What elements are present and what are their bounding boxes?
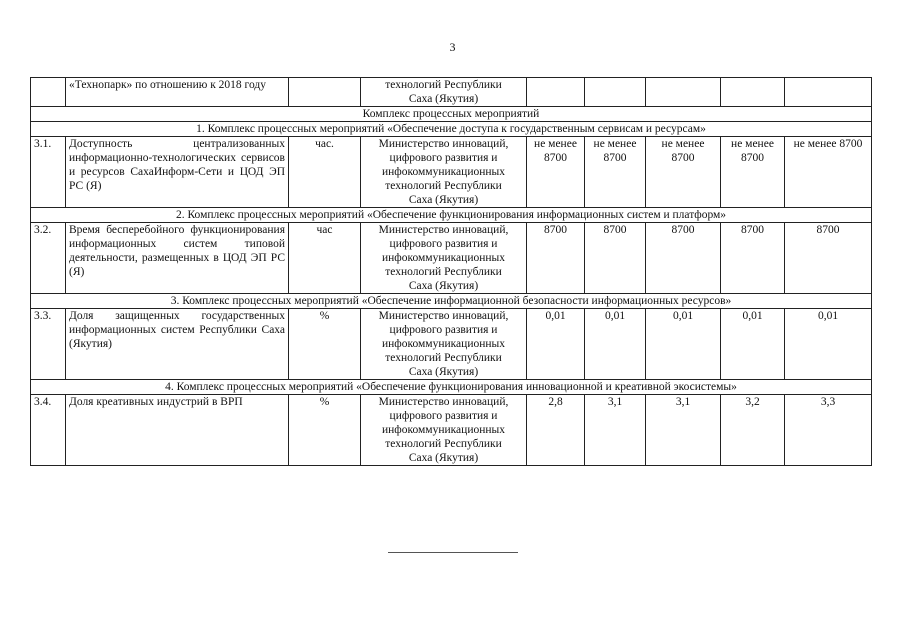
value-cell: 3,1	[646, 395, 721, 466]
value-cell: 3,3	[785, 395, 872, 466]
unit-cell	[289, 78, 361, 107]
responsible-line: Саха (Якутия)	[408, 366, 479, 378]
indicator-cell: Доступность централизованных информационно-технологических сервисов и ресурсов СахаИнформ-Сети и ЦОД ЭП РС (Я)	[66, 137, 289, 208]
value-cell: не менее 8700	[721, 137, 785, 208]
row-number-cell: 3.3.	[31, 309, 66, 380]
value-cell: не менее 8700	[585, 137, 646, 208]
group-title-row	[31, 122, 872, 137]
responsible-cell	[361, 78, 527, 107]
indicator-cell: Доля креативных индустрий в ВРП	[66, 395, 289, 466]
group-title: 4. Комплекс процессных мероприятий «Обеспечение функционирования инновационной и креативной экосистемы»	[31, 380, 872, 395]
responsible-line: технологий Республики	[385, 438, 502, 450]
unit-cell: час	[289, 223, 361, 294]
responsible-cell	[361, 223, 527, 294]
value-cell: 8700	[785, 223, 872, 294]
responsible-line: технологий Республики	[385, 352, 502, 364]
responsible-cell	[361, 309, 527, 380]
value-cell: 2,8	[527, 395, 585, 466]
responsible-line: инфокоммуникационных	[381, 252, 506, 264]
responsible-cell	[361, 137, 527, 208]
group-title-row	[31, 294, 872, 309]
responsible-line: технологий Республики	[385, 79, 502, 91]
value-cell: не менее 8700	[646, 137, 721, 208]
group-title: 1. Комплекс процессных мероприятий «Обеспечение доступа к государственным сервисам и ресурсам»	[31, 122, 872, 137]
table-row	[31, 223, 872, 294]
responsible-line: Саха (Якутия)	[408, 280, 479, 292]
responsible-line: Министерство инноваций,	[378, 310, 509, 322]
row-number-cell: 3.1.	[31, 137, 66, 208]
value-cell	[527, 78, 585, 107]
value-cell	[721, 78, 785, 107]
value-cell: 3,1	[585, 395, 646, 466]
value-cell	[585, 78, 646, 107]
indicator-cell: Время бесперебойного функционирования информационных систем типовой деятельности, размещенных в ЦОД ЭП РС (Я)	[66, 223, 289, 294]
unit-cell: час.	[289, 137, 361, 208]
value-cell	[646, 78, 721, 107]
group-title-row	[31, 208, 872, 223]
responsible-line: инфокоммуникационных	[381, 338, 506, 350]
responsible-cell	[361, 395, 527, 466]
row-number-cell: 3.4.	[31, 395, 66, 466]
value-cell: 0,01	[527, 309, 585, 380]
table-row	[31, 309, 872, 380]
responsible-line: Саха (Якутия)	[408, 93, 479, 105]
section-heading: Комплекс процессных мероприятий	[31, 107, 872, 122]
responsible-line: Министерство инноваций,	[378, 396, 509, 408]
responsible-line: технологий Республики	[385, 180, 502, 192]
responsible-line: цифрового развития и	[389, 410, 498, 422]
group-title-row	[31, 380, 872, 395]
value-cell: 8700	[721, 223, 785, 294]
responsible-line: инфокоммуникационных	[381, 166, 506, 178]
section-heading-row	[31, 107, 872, 122]
value-cell: 0,01	[585, 309, 646, 380]
responsible-line: Саха (Якутия)	[408, 452, 479, 464]
unit-cell: %	[289, 395, 361, 466]
table-row	[31, 395, 872, 466]
indicators-table	[30, 77, 872, 466]
responsible-line: цифрового развития и	[389, 238, 498, 250]
value-cell: 8700	[646, 223, 721, 294]
page-number: 3	[449, 40, 456, 54]
responsible-line: цифрового развития и	[389, 152, 498, 164]
value-cell: 0,01	[721, 309, 785, 380]
responsible-line: Министерство инноваций,	[378, 224, 509, 236]
value-cell	[785, 78, 872, 107]
table-row	[31, 137, 872, 208]
row-number-cell: 3.2.	[31, 223, 66, 294]
value-cell: 8700	[527, 223, 585, 294]
value-cell: не менее 8700	[527, 137, 585, 208]
value-cell: 0,01	[646, 309, 721, 380]
responsible-line: инфокоммуникационных	[381, 424, 506, 436]
group-title: 2. Комплекс процессных мероприятий «Обеспечение функционирования информационных систем и платформ»	[31, 208, 872, 223]
value-cell: 8700	[585, 223, 646, 294]
value-cell: 3,2	[721, 395, 785, 466]
indicator-cell: Доля защищенных государственных информационных систем Республики Саха (Якутия)	[66, 309, 289, 380]
responsible-line: Министерство инноваций,	[378, 138, 509, 150]
row-number-cell	[31, 78, 66, 107]
footer-divider	[388, 552, 518, 553]
responsible-line: цифрового развития и	[389, 324, 498, 336]
responsible-line: Саха (Якутия)	[408, 194, 479, 206]
responsible-line: технологий Республики	[385, 266, 502, 278]
table-row	[31, 78, 872, 107]
value-cell: 0,01	[785, 309, 872, 380]
unit-cell: %	[289, 309, 361, 380]
group-title: 3. Комплекс процессных мероприятий «Обеспечение информационной безопасности информационных ресурсов»	[31, 294, 872, 309]
indicator-cell: «Технопарк» по отношению к 2018 году	[66, 78, 289, 107]
value-cell: не менее 8700	[785, 137, 872, 208]
